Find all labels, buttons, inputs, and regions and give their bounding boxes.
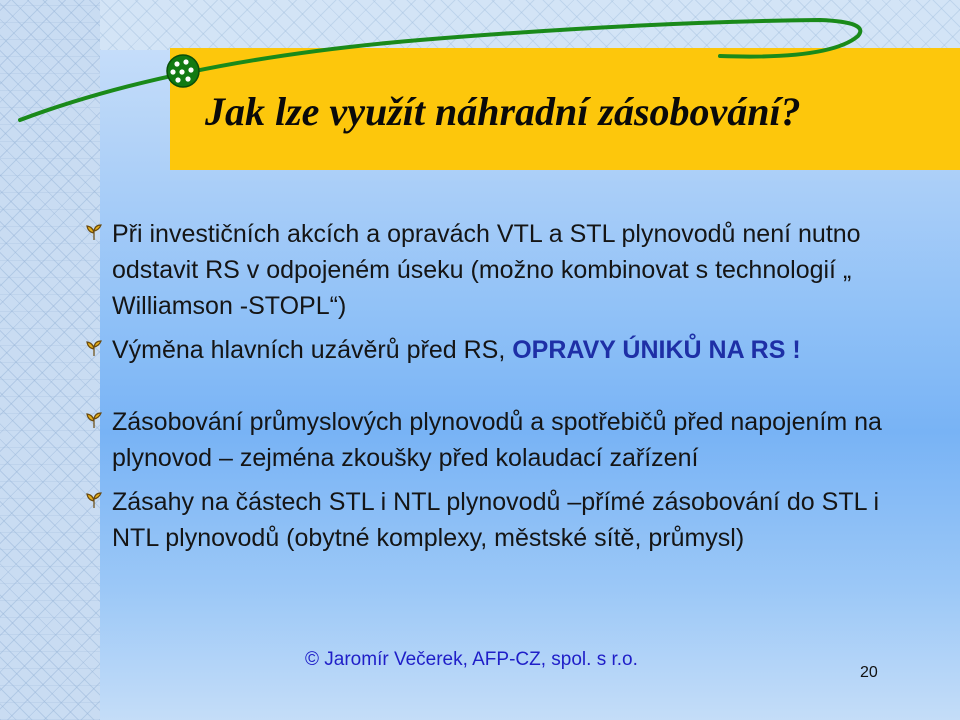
top-pattern-band: [100, 0, 960, 50]
bullet-item: [84, 404, 929, 476]
bullet-plain-text: Výměna hlavních uzávěrů před RS,: [112, 336, 513, 364]
bullet-item: [84, 484, 929, 556]
bullet-text: Zásobování průmyslových plynovodů a spotřebičů před napojením na plynovod – zejména zkoušky před kolaudací zařízení: [112, 408, 882, 472]
plant-sprout-icon: [84, 404, 112, 436]
bullet-emphasis-text: OPRAVY ÚNIKŮ NA RS !: [512, 336, 801, 364]
bullet-item: [84, 332, 929, 368]
plant-sprout-icon: [84, 332, 112, 364]
bullet-text: [112, 332, 801, 368]
bullet-text: Při investičních akcích a opravách VTL a STL plynovodů není nutno odstavit RS v odpojeném úseku (možno kombinovat s technologií „ Williamson -STOPL“): [112, 220, 861, 320]
page-number: 20: [860, 664, 878, 681]
plant-sprout-icon: [84, 484, 112, 516]
plant-sprout-icon: [84, 216, 112, 248]
bullet-item: [84, 216, 929, 324]
bullet-text: Zásahy na částech STL i NTL plynovodů –přímé zásobování do STL i NTL plynovodů (obytné komplexy, městské sítě, průmysl): [112, 488, 880, 552]
slide-title: Jak lze využít náhradní zásobování?: [205, 89, 801, 134]
footer-credit: © Jaromír Večerek, AFP-CZ, spol. s r.o.: [305, 649, 638, 670]
bullet-list: [84, 216, 929, 564]
